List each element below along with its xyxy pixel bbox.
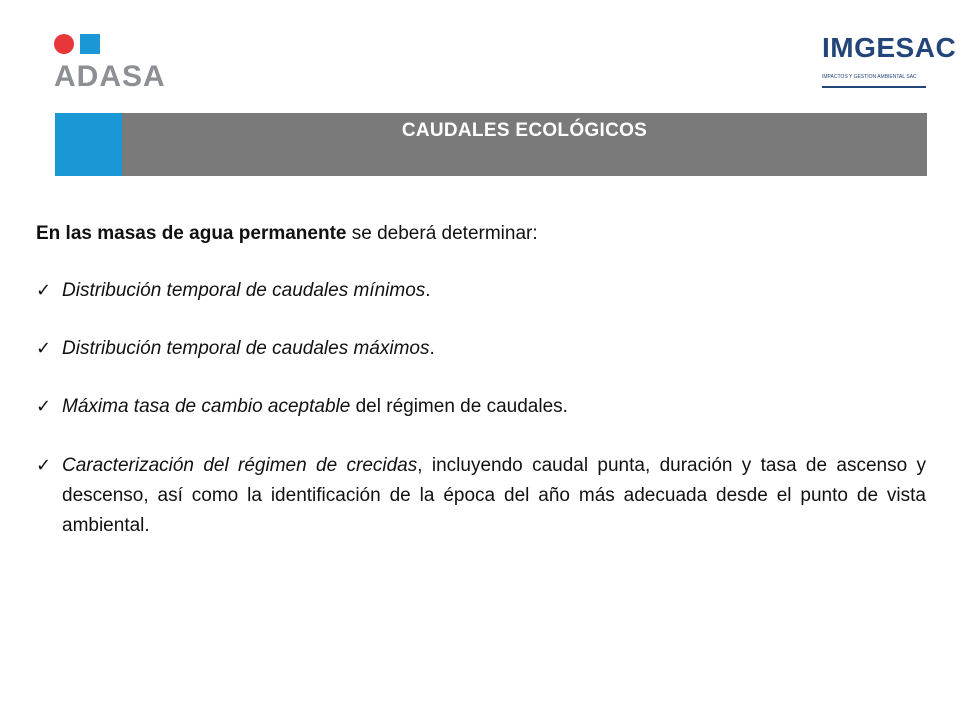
list-item-rest: . xyxy=(425,280,431,301)
list-item xyxy=(36,451,926,541)
imgesac-logo xyxy=(818,32,957,98)
title-accent-block xyxy=(55,113,122,176)
list-item xyxy=(36,393,926,420)
list-item xyxy=(36,335,926,362)
adasa-logo xyxy=(52,32,172,96)
intro-bold-text: En las masas de agua permanente xyxy=(36,223,347,244)
checkmark-icon: ✓ xyxy=(36,455,52,476)
checkmark-icon: ✓ xyxy=(36,280,52,301)
list-item-italic: Distribución temporal de caudales máximos xyxy=(62,338,430,359)
imgesac-rule xyxy=(822,86,926,88)
list-item-italic: Caracterización del régimen de crecidas xyxy=(62,455,418,476)
slide-title: CAUDALES ECOLÓGICOS xyxy=(401,120,648,141)
list-item-rest: del régimen de caudales. xyxy=(350,396,568,417)
checkmark-icon: ✓ xyxy=(36,396,52,417)
slide-content xyxy=(36,220,926,572)
list-item xyxy=(36,277,926,304)
checkmark-icon: ✓ xyxy=(36,338,52,359)
list-item-rest: , incluyendo caudal punta, duración y tasa de ascenso y descenso, así como la identificación de la época del año más adecuada desde el punto de vista ambiental. xyxy=(62,455,926,536)
list-item-italic: Distribución temporal de caudales mínimos xyxy=(62,280,426,301)
intro-paragraph xyxy=(36,220,926,247)
imgesac-logo-text: IMGESAC xyxy=(822,32,957,63)
adasa-logo-text: ADASA xyxy=(54,60,166,93)
list-item-italic: Máxima tasa de cambio aceptable xyxy=(62,396,351,417)
intro-rest-text: se deberá determinar: xyxy=(346,223,538,244)
title-bar xyxy=(55,113,927,176)
adasa-square-icon xyxy=(80,34,100,54)
list-item-rest: . xyxy=(429,338,435,359)
adasa-circle-icon xyxy=(54,34,74,54)
imgesac-tagline: IMPACTOS Y GESTIÓN AMBIENTAL SAC xyxy=(822,74,917,80)
